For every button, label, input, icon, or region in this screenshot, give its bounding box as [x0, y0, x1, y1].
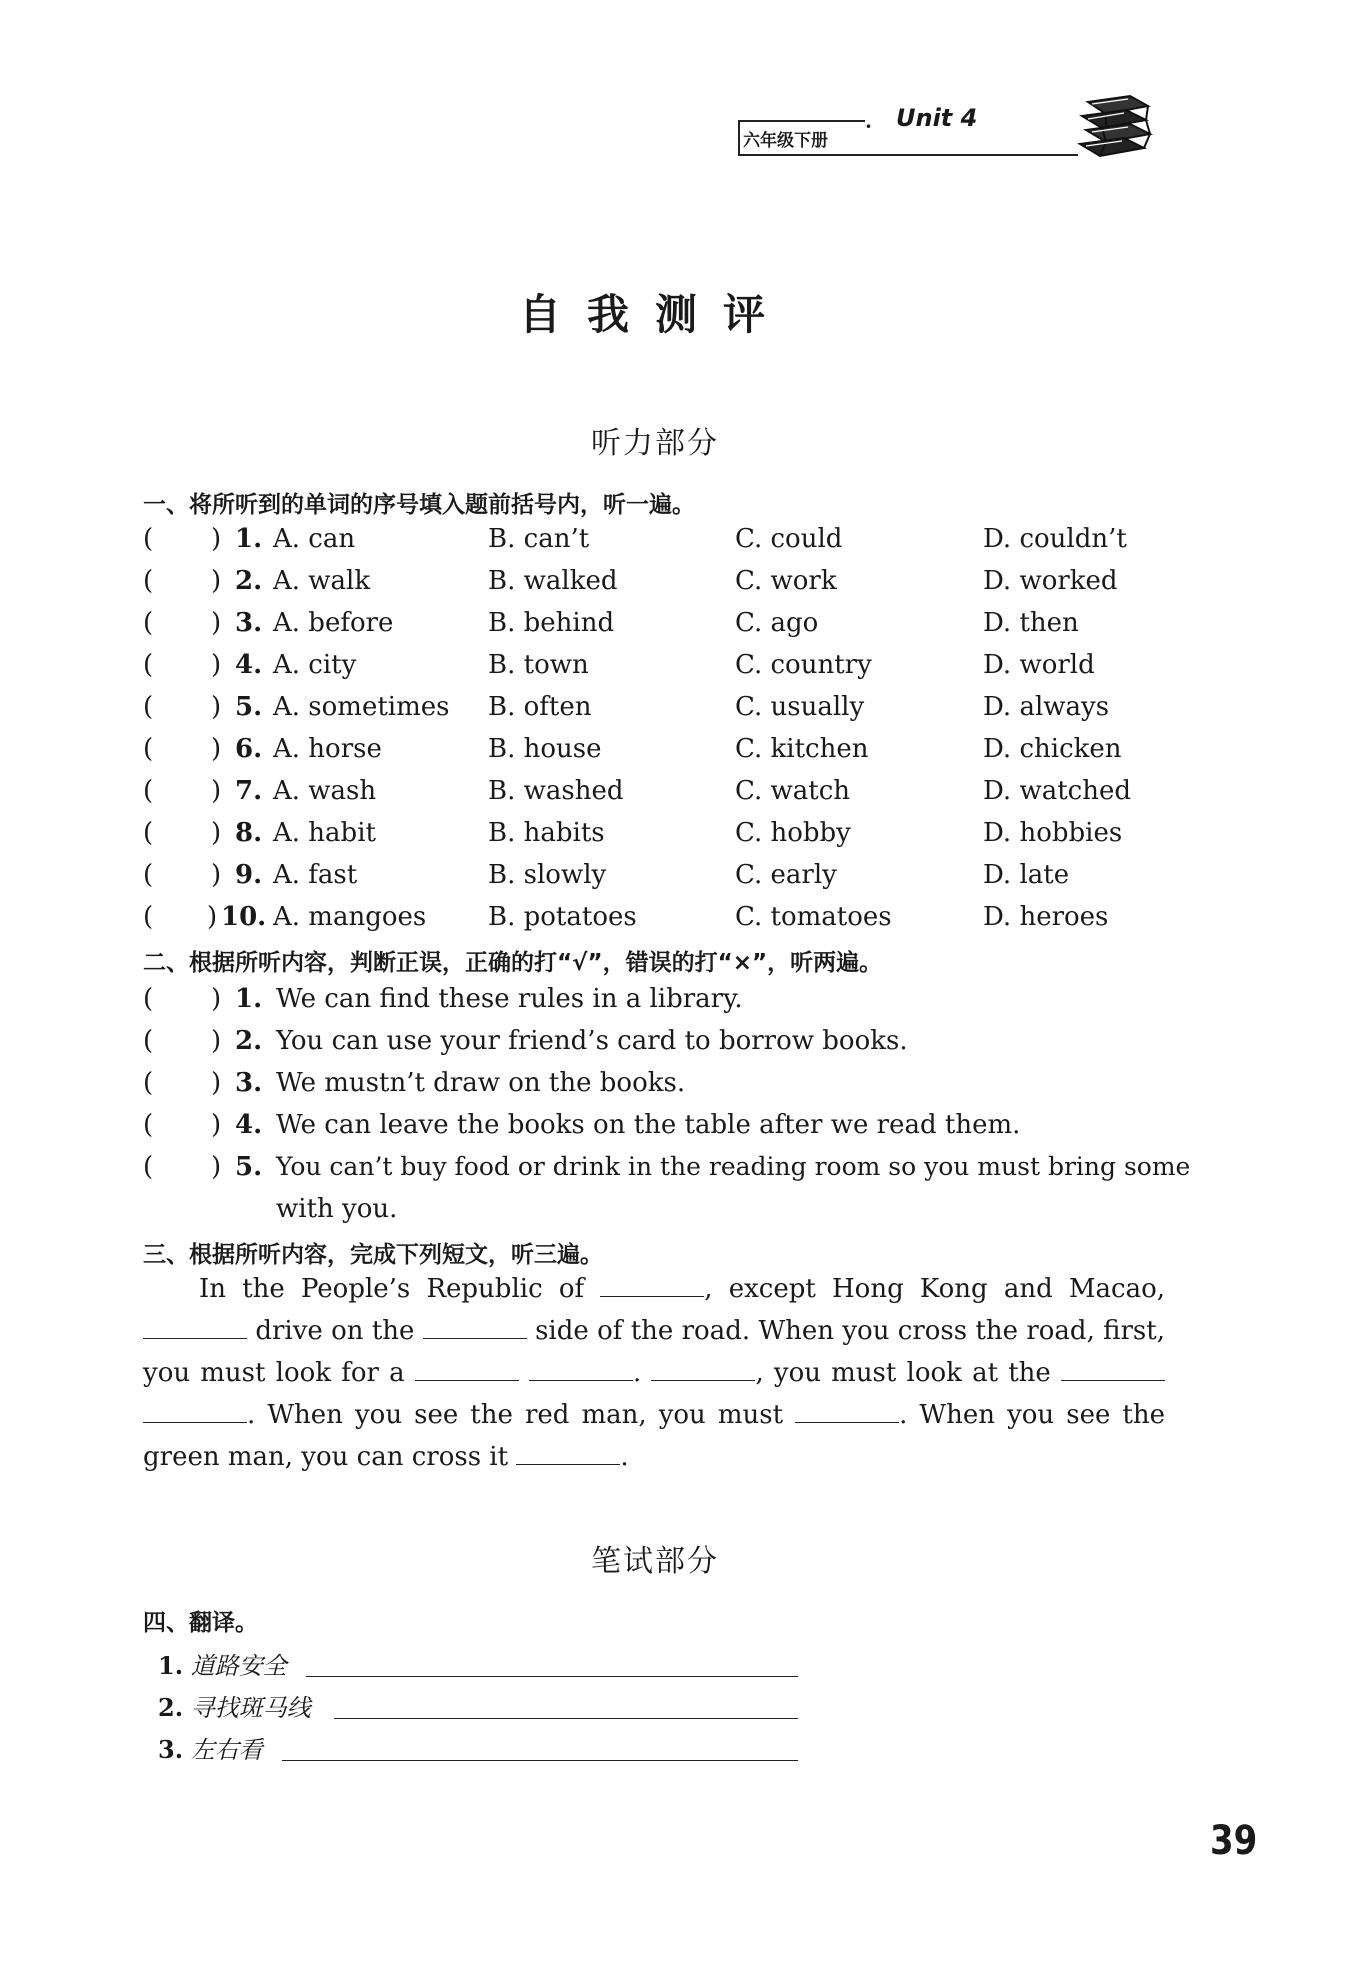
fill-blank[interactable] — [423, 1312, 527, 1339]
answer-bracket-open[interactable]: ( — [143, 860, 154, 890]
fill-blank[interactable] — [143, 1312, 247, 1339]
fill-blank[interactable] — [415, 1354, 519, 1381]
option-c: C. early — [735, 860, 837, 890]
answer-bracket-open[interactable]: ( — [143, 650, 154, 680]
passage-text: In the People’s Republic of — [199, 1274, 585, 1304]
option-c: C. work — [735, 566, 837, 596]
fill-blank[interactable] — [651, 1354, 755, 1381]
option-c: C. hobby — [735, 818, 851, 848]
answer-bracket-close: ) — [211, 1110, 222, 1140]
answer-bracket-close: ) — [211, 566, 222, 596]
option-b: B. slowly — [488, 860, 607, 890]
item-prompt: 道路安全 — [190, 1652, 287, 1680]
page-number: 39 — [1210, 1818, 1258, 1864]
question-number: 4. — [235, 1110, 263, 1140]
answer-bracket-close: ) — [211, 1068, 222, 1098]
unit-label: Unit 4 — [896, 104, 978, 132]
answer-bracket-open[interactable]: ( — [143, 734, 154, 764]
option-d: D. hobbies — [983, 818, 1123, 848]
answer-bracket-close: ) — [211, 776, 222, 806]
option-d: D. heroes — [983, 902, 1109, 932]
answer-bracket-close: ) — [211, 818, 222, 848]
answer-bracket-close: ) — [211, 1152, 222, 1182]
listening-heading: 听力部分 — [591, 426, 719, 461]
answer-bracket-close: ) — [211, 734, 222, 764]
option-d: D. watched — [983, 776, 1131, 806]
option-c: C. country — [735, 650, 872, 680]
option-b: B. town — [488, 650, 589, 680]
fill-blank[interactable] — [1061, 1354, 1165, 1381]
statement-text: We mustn’t draw on the books. — [276, 1068, 686, 1098]
passage-text: side of the road. When you cross the road, first, you must look for a — [143, 1316, 1165, 1388]
answer-bracket-close: ) — [211, 860, 222, 890]
answer-bracket-close: ) — [207, 902, 218, 932]
option-d: D. then — [983, 608, 1079, 638]
option-a: A. walk — [273, 566, 371, 596]
option-c: C. watch — [735, 776, 851, 806]
option-c: C. usually — [735, 692, 865, 722]
answer-bracket-open[interactable]: ( — [143, 1068, 154, 1098]
question-number: 2. — [235, 1026, 263, 1056]
answer-bracket-open[interactable]: ( — [143, 566, 154, 596]
option-c: C. kitchen — [735, 734, 869, 764]
question-number: 4. — [235, 650, 263, 680]
option-c: C. tomatoes — [735, 902, 892, 932]
option-a: A. habit — [273, 818, 376, 848]
answer-bracket-close: ) — [211, 608, 222, 638]
option-a: A. mangoes — [273, 902, 427, 932]
option-c: C. could — [735, 524, 843, 554]
item-number: 1. — [158, 1651, 184, 1680]
question-number: 8. — [235, 818, 263, 848]
question-number: 5. — [235, 692, 263, 722]
option-b: B. can’t — [488, 524, 590, 554]
statement-text: We can leave the books on the table after we read them. — [276, 1110, 1021, 1140]
question-number: 5. — [235, 1152, 263, 1182]
question-number: 3. — [235, 608, 263, 638]
fill-blank[interactable] — [600, 1270, 704, 1297]
question-number: 2. — [235, 566, 263, 596]
answer-bracket-open[interactable]: ( — [143, 1110, 154, 1140]
passage-text: . When you see the green man, you can cross it — [143, 1400, 1165, 1472]
answer-bracket-open[interactable]: ( — [143, 608, 154, 638]
answer-bracket-open[interactable]: ( — [143, 776, 154, 806]
answer-bracket-close: ) — [211, 692, 222, 722]
translation-item — [158, 1646, 287, 1680]
option-b: B. walked — [488, 566, 618, 596]
fill-blank[interactable] — [516, 1438, 620, 1465]
option-a: A. before — [273, 608, 394, 638]
option-a: A. city — [273, 650, 357, 680]
passage-text: . — [632, 1358, 642, 1388]
question-number: 1. — [235, 524, 263, 554]
translation-item — [158, 1730, 263, 1764]
statement-text: You can’t buy food or drink in the reading room so you must bring some — [276, 1152, 1191, 1181]
option-d: D. couldn’t — [983, 524, 1127, 554]
page-header — [738, 96, 1158, 166]
option-d: D. always — [983, 692, 1110, 722]
option-c: C. ago — [735, 608, 819, 638]
option-a: A. fast — [273, 860, 358, 890]
statement-text: We can find these rules in a library. — [276, 984, 743, 1014]
statement-text-continued: with you. — [276, 1194, 398, 1224]
writing-heading: 笔试部分 — [591, 1544, 719, 1579]
option-a: A. horse — [273, 734, 382, 764]
fill-blank[interactable] — [143, 1396, 247, 1423]
item-number: 2. — [158, 1693, 184, 1722]
question-number: 9. — [235, 860, 263, 890]
question-number: 7. — [235, 776, 263, 806]
answer-bracket-open[interactable]: ( — [143, 818, 154, 848]
option-b: B. habits — [488, 818, 605, 848]
option-a: A. wash — [273, 776, 377, 806]
answer-bracket-close: ) — [211, 984, 222, 1014]
option-d: D. world — [983, 650, 1095, 680]
grade-label: 六年级下册 — [743, 131, 828, 151]
passage-text: . When you see the red man, you must — [247, 1400, 784, 1430]
answer-bracket-open[interactable]: ( — [143, 1152, 154, 1182]
answer-bracket-open[interactable]: ( — [143, 524, 154, 554]
answer-bracket-open[interactable]: ( — [143, 902, 154, 932]
fill-blank[interactable] — [529, 1354, 633, 1381]
answer-bracket-close: ) — [211, 650, 222, 680]
header-rule — [738, 154, 1078, 156]
question-number: 3. — [235, 1068, 263, 1098]
answer-line[interactable] — [334, 1718, 798, 1719]
answer-bracket-open[interactable]: ( — [143, 1026, 154, 1056]
item-number: 3. — [158, 1735, 184, 1764]
option-b: B. potatoes — [488, 902, 637, 932]
option-d: D. chicken — [983, 734, 1122, 764]
cloze-passage — [143, 1268, 1165, 1478]
item-prompt: 左右看 — [190, 1736, 263, 1764]
option-b: B. washed — [488, 776, 624, 806]
option-d: D. worked — [983, 566, 1118, 596]
header-dot: · — [865, 114, 872, 138]
statement-text: You can use your friend’s card to borrow books. — [276, 1026, 908, 1056]
section2-title: 二、根据所听内容，判断正误，正确的打“√”，错误的打“×”，听两遍。 — [143, 950, 883, 976]
answer-bracket-close: ) — [211, 524, 222, 554]
option-b: B. often — [488, 692, 592, 722]
passage-text: , except Hong Kong and Macao, — [704, 1274, 1166, 1304]
item-prompt: 寻找斑马线 — [190, 1694, 311, 1722]
option-b: B. behind — [488, 608, 615, 638]
translation-item — [158, 1688, 311, 1722]
option-a: A. can — [273, 524, 356, 554]
passage-text: , you must look at the — [755, 1358, 1051, 1388]
question-number: 10. — [221, 902, 267, 932]
answer-line[interactable] — [282, 1760, 798, 1761]
page-title: 自我测评 — [518, 290, 791, 339]
fill-blank[interactable] — [795, 1396, 899, 1423]
question-number: 1. — [235, 984, 263, 1014]
section4-title: 四、翻译。 — [143, 1610, 258, 1636]
question-number: 6. — [235, 734, 263, 764]
passage-text: drive on the — [255, 1316, 415, 1346]
answer-bracket-open[interactable]: ( — [143, 984, 154, 1014]
section3-title: 三、根据所听内容，完成下列短文，听三遍。 — [143, 1242, 603, 1268]
answer-bracket-open[interactable]: ( — [143, 692, 154, 722]
option-d: D. late — [983, 860, 1070, 890]
section1-title: 一、将所听到的单词的序号填入题前括号内，听一遍。 — [143, 492, 695, 518]
option-b: B. house — [488, 734, 602, 764]
answer-bracket-close: ) — [211, 1026, 222, 1056]
passage-text: . — [620, 1442, 629, 1472]
option-a: A. sometimes — [273, 692, 450, 722]
answer-line[interactable] — [306, 1676, 798, 1677]
books-stack-icon — [1068, 92, 1158, 162]
